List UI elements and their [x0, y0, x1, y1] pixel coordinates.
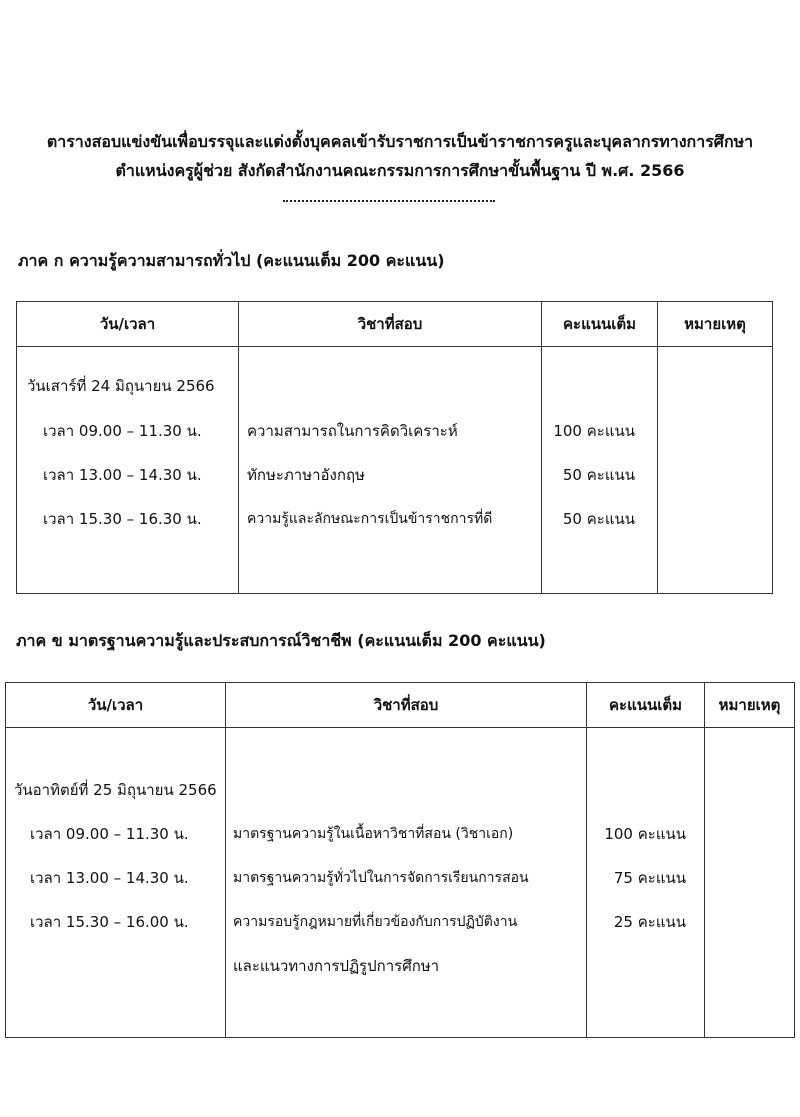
col-header-datetime: วัน/เวลา	[17, 302, 239, 347]
part-a-remark-cell	[658, 347, 773, 594]
part-b-subject-continuation: และแนวทางการปฏิรูปการศึกษา	[233, 957, 440, 975]
part-b-score-1: 100 คะแนน	[604, 825, 686, 843]
part-b-header-row	[6, 683, 795, 728]
document-title-line-2: ตำแหน่งครูผู้ช่วย สังกัดสำนักงานคณะกรรมการการศึกษาขั้นพื้นฐาน ปี พ.ศ. 2566	[115, 161, 685, 180]
part-b-subject-3: ความรอบรู้กฎหมายที่เกี่ยวข้องกับการปฏิบัติงาน	[233, 914, 518, 930]
part-a-subject-1: ความสามารถในการคิดวิเคราะห์	[247, 422, 458, 440]
part-a-subject-3: ความรู้และลักษณะการเป็นข้าราชการที่ดี	[247, 511, 493, 527]
part-b-datetime-cell	[6, 728, 226, 1038]
part-b-time-2: เวลา 13.00 – 14.30 น.	[30, 869, 189, 887]
part-a-subject-cell	[239, 347, 542, 594]
dotted-separator	[283, 196, 495, 202]
part-a-time-1: เวลา 09.00 – 11.30 น.	[43, 422, 202, 440]
part-a-date: วันเสาร์ที่ 24 มิถุนายน 2566	[27, 377, 215, 395]
part-b-body-row	[6, 728, 795, 1038]
part-b-subject-1: มาตรฐานความรู้ในเนื้อหาวิชาที่สอน (วิชาเอก)	[233, 826, 514, 842]
part-b-score-cell	[587, 728, 705, 1038]
part-a-subject-2: ทักษะภาษาอังกฤษ	[247, 466, 365, 484]
part-a-score-cell	[542, 347, 658, 594]
part-a-heading: ภาค ก ความรู้ความสามารถทั่วไป (คะแนนเต็ม 200 คะแนน)	[18, 251, 445, 270]
part-a-header-row	[17, 302, 773, 347]
col-header-remark: หมายเหตุ	[705, 683, 795, 728]
col-header-subject: วิชาที่สอบ	[239, 302, 542, 347]
part-a-time-3: เวลา 15.30 – 16.30 น.	[43, 510, 202, 528]
part-b-score-3: 25 คะแนน	[613, 913, 686, 931]
col-header-datetime: วัน/เวลา	[6, 683, 226, 728]
part-a-table	[16, 301, 773, 594]
part-a-datetime-cell	[17, 347, 239, 594]
part-b-time-3: เวลา 15.30 – 16.00 น.	[30, 913, 189, 931]
part-b-score-2: 75 คะแนน	[613, 869, 686, 887]
part-a-body-row	[17, 347, 773, 594]
col-header-score: คะแนนเต็ม	[542, 302, 658, 347]
part-a-score-1: 100 คะแนน	[553, 422, 635, 440]
part-b-heading: ภาค ข มาตรฐานความรู้และประสบการณ์วิชาชีพ (คะแนนเต็ม 200 คะแนน)	[16, 631, 546, 650]
part-a-score-2: 50 คะแนน	[562, 466, 635, 484]
part-b-subject-cell	[226, 728, 587, 1038]
col-header-remark: หมายเหตุ	[658, 302, 773, 347]
col-header-subject: วิชาที่สอบ	[226, 683, 587, 728]
part-b-remark-cell	[705, 728, 795, 1038]
part-b-subject-2: มาตรฐานความรู้ทั่วไปในการจัดการเรียนการสอน	[233, 870, 529, 886]
part-a-score-3: 50 คะแนน	[562, 510, 635, 528]
part-b-time-1: เวลา 09.00 – 11.30 น.	[30, 825, 189, 843]
part-a-time-2: เวลา 13.00 – 14.30 น.	[43, 466, 202, 484]
document-title-line-1: ตารางสอบแข่งขันเพื่อบรรจุและแต่งตั้งบุคคลเข้ารับราชการเป็นข้าราชการครูและบุคลากรทางการศึกษา	[46, 132, 754, 151]
part-b-table	[5, 682, 795, 1038]
part-b-date: วันอาทิตย์ที่ 25 มิถุนายน 2566	[14, 781, 217, 799]
col-header-score: คะแนนเต็ม	[587, 683, 705, 728]
